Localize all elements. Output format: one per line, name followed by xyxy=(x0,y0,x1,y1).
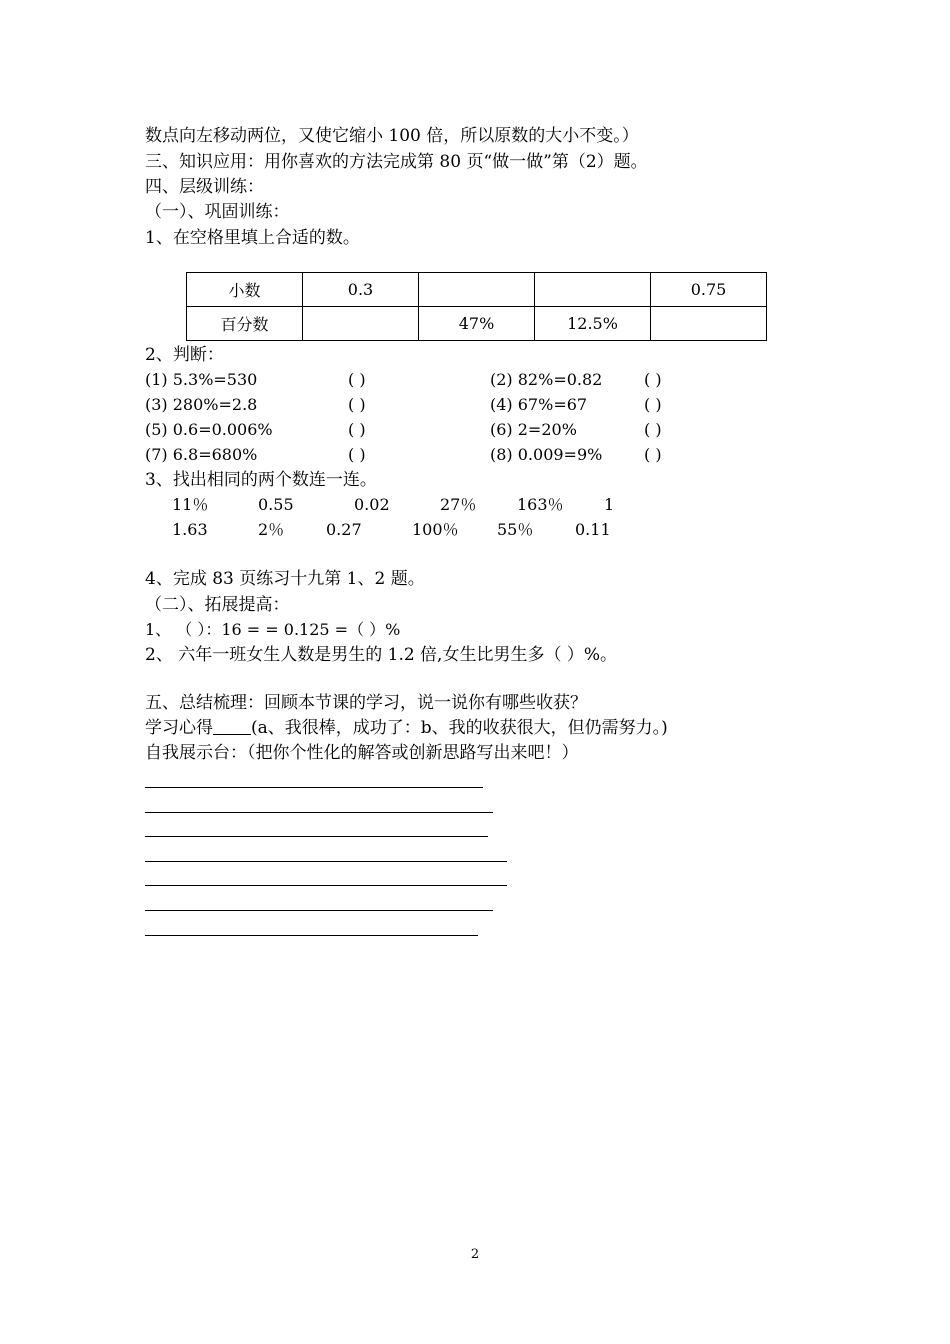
judge-answer-paren: ( ) xyxy=(644,420,662,439)
judge-item: (7) 6.8=680% xyxy=(145,445,258,464)
table-cell xyxy=(419,273,535,307)
answer-line[interactable] xyxy=(145,935,478,936)
section-knowledge-application: 三、知识应用：用你喜欢的方法完成第 80 页“做一做”第（2）题。 xyxy=(145,152,648,172)
match-number: 163％ xyxy=(517,495,564,514)
judge-item: (6) 2=20% xyxy=(490,420,577,439)
table-cell: 47% xyxy=(419,307,535,341)
table-cell: 12.5% xyxy=(535,307,651,341)
reflection-blank[interactable] xyxy=(213,718,251,735)
match-number: 0.02 xyxy=(354,495,390,514)
match-number: 27％ xyxy=(440,495,477,514)
judge-item: (4) 67%=67 xyxy=(490,395,588,414)
extension-question-1: 1、 （ ）：16 = = 0.125 =（ ）% xyxy=(145,620,401,639)
answer-line[interactable] xyxy=(145,885,507,886)
judge-item: (3) 280%=2.8 xyxy=(145,395,258,414)
judge-answer-paren: ( ) xyxy=(644,395,662,414)
judge-answer-paren: ( ) xyxy=(348,395,366,414)
page-number: 2 xyxy=(470,1247,480,1262)
extension-question-2: 2、 六年一班女生人数是男生的 1.2 倍,女生比男生多（ ）%。 xyxy=(145,645,618,665)
question-1-fill-in: 1、在空格里填上合适的数。 xyxy=(145,228,360,248)
match-number: 55％ xyxy=(497,520,534,539)
judge-answer-paren: ( ) xyxy=(644,445,662,464)
judge-item: (1) 5.3%=530 xyxy=(145,370,258,389)
table-cell: 百分数 xyxy=(187,307,303,341)
judge-item: (2) 82%=0.82 xyxy=(490,370,603,389)
section-summary: 五、总结梳理：回顾本节课的学习，说一说你有哪些收获？ xyxy=(145,693,587,713)
match-number: 1 xyxy=(604,495,615,514)
answer-line[interactable] xyxy=(145,861,507,862)
answer-line[interactable] xyxy=(145,836,488,837)
answer-line[interactable] xyxy=(145,910,493,911)
judge-answer-paren: ( ) xyxy=(348,420,366,439)
self-showcase: 自我展示台：（把你个性化的解答或创新思路写出来吧！） xyxy=(145,743,579,763)
table-cell: 0.3 xyxy=(303,273,419,307)
match-number: 0.55 xyxy=(258,495,294,514)
section-level-training: 四、层级训练： xyxy=(145,177,264,197)
paragraph-conclusion: 数点向左移动两位，又使它缩小 100 倍，所以原数的大小不变。） xyxy=(145,126,639,146)
reflection-label: 学习心得 xyxy=(145,718,213,738)
judge-answer-paren: ( ) xyxy=(348,370,366,389)
conversion-table xyxy=(186,272,767,341)
match-number: 0.11 xyxy=(575,520,611,539)
judge-answer-paren: ( ) xyxy=(348,445,366,464)
table-cell: 小数 xyxy=(187,273,303,307)
subsection-consolidation: （一）、巩固训练： xyxy=(145,202,290,222)
match-number: 100％ xyxy=(412,520,459,539)
judge-answer-paren: ( ) xyxy=(644,370,662,389)
question-3-title: 3、找出相同的两个数连一连。 xyxy=(145,470,377,490)
answer-line[interactable] xyxy=(145,812,493,813)
learning-reflection xyxy=(145,717,668,739)
answer-line[interactable] xyxy=(145,787,483,788)
match-number: 11％ xyxy=(172,495,209,514)
judge-item: (8) 0.009=9% xyxy=(490,445,603,464)
match-number: 2％ xyxy=(258,520,285,539)
question-4: 4、完成 83 页练习十九第 1、2 题。 xyxy=(145,569,425,589)
question-2-title: 2、判断： xyxy=(145,345,224,365)
table-cell xyxy=(535,273,651,307)
table-row xyxy=(187,273,767,307)
table-row xyxy=(187,307,767,341)
match-number: 1.63 xyxy=(172,520,208,539)
match-number: 0.27 xyxy=(326,520,362,539)
subsection-extension: （二）、拓展提高： xyxy=(145,595,290,615)
judge-item: (5) 0.6=0.006% xyxy=(145,420,273,439)
table-cell: 0.75 xyxy=(651,273,767,307)
reflection-options: (a、我很棒，成功了：b、我的收获很大，但仍需努力。) xyxy=(251,718,668,738)
table-cell xyxy=(651,307,767,341)
table-cell xyxy=(303,307,419,341)
